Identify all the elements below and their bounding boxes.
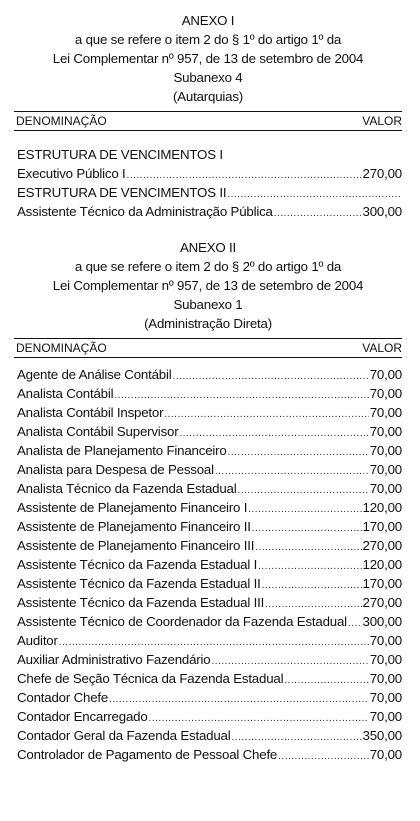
row-label: Assistente de Planejamento Financeiro I [17, 500, 248, 515]
table-row [14, 536, 402, 555]
table-row [14, 202, 402, 221]
row-label: Auditor [17, 633, 58, 648]
leader-dots [248, 500, 361, 519]
table-row [14, 164, 402, 183]
leader-dots [237, 481, 368, 500]
annex2-table-header [14, 338, 402, 358]
table-row [14, 517, 402, 536]
row-value: 70,00 [369, 424, 402, 439]
row-label: Assistente Técnico da Fazenda Estadual III [17, 595, 265, 610]
annex1-table-header [14, 111, 402, 131]
table-row [14, 593, 402, 612]
row-label: Contador Chefe [17, 690, 109, 705]
row-label: Chefe de Seção Técnica da Fazenda Estadual [17, 671, 284, 686]
row-label: Analista de Planejamento Financeiro [17, 443, 227, 458]
row-label: Assistente de Planejamento Financeiro II [17, 519, 251, 534]
table-row [14, 688, 402, 707]
table-row [14, 422, 402, 441]
row-label: ESTRUTURA DE VENCIMENTOS I [17, 147, 223, 162]
table-row [14, 441, 402, 460]
row-value: 170,00 [362, 576, 402, 591]
table-row [14, 726, 402, 745]
row-label: Analista Técnico da Fazenda Estadual [17, 481, 237, 496]
annex2-subtitle: (Administração Direta) [144, 316, 272, 331]
row-value: 70,00 [369, 709, 402, 724]
annex2-col-name: DENOMINAÇÃO [16, 341, 107, 355]
annex2-law-line: Lei Complementar nº 957, de 13 de setembro de 2004 [52, 278, 364, 293]
row-label: Assistente Técnico da Administração Pública [17, 204, 273, 219]
row-value: 70,00 [369, 690, 402, 705]
row-label: Controlador de Pagamento de Pessoal Chefe [17, 747, 278, 762]
row-label: Assistente Técnico de Coordenador da Fazenda Estadual [17, 614, 347, 629]
row-value: 70,00 [369, 405, 402, 420]
table-row [14, 612, 402, 631]
annex2-col-value: VALOR [362, 341, 402, 355]
leader-dots [215, 462, 369, 481]
leader-dots [172, 367, 368, 386]
annex2-title: ANEXO II [179, 240, 237, 255]
table-row [14, 384, 402, 403]
leader-dots [252, 519, 362, 538]
leader-dots [284, 671, 368, 690]
leader-dots [228, 443, 369, 462]
annex1-col-name: DENOMINAÇÃO [16, 114, 107, 128]
leader-dots [109, 690, 369, 709]
row-label: Assistente Técnico da Fazenda Estadual II [17, 576, 261, 591]
table-row [14, 555, 402, 574]
row-value: 300,00 [362, 614, 402, 629]
row-value: 170,00 [362, 519, 402, 534]
table-row [14, 745, 402, 764]
annex2-table-body [14, 365, 402, 764]
row-value: 70,00 [369, 367, 402, 382]
row-value: 70,00 [369, 481, 402, 496]
row-value: 70,00 [369, 633, 402, 648]
annex1-subanexo: Subanexo 4 [173, 70, 243, 85]
table-row [14, 403, 402, 422]
row-value: 120,00 [362, 557, 402, 572]
row-value: 70,00 [369, 443, 402, 458]
leader-dots [258, 557, 361, 576]
row-label: Assistente de Planejamento Financeiro III [17, 538, 255, 553]
row-value: 70,00 [369, 652, 402, 667]
annex1-header [14, 0, 402, 106]
row-value: 70,00 [369, 747, 402, 762]
row-value: 300,00 [362, 204, 402, 219]
leader-dots [262, 576, 362, 595]
leader-dots [164, 405, 368, 424]
leader-dots [274, 204, 362, 223]
table-row [14, 707, 402, 726]
annex1-table-body [14, 145, 402, 221]
table-row [14, 479, 402, 498]
leader-dots [278, 747, 369, 766]
row-label: Assistente Técnico da Fazenda Estadual I [17, 557, 258, 572]
table-row [14, 574, 402, 593]
table-row [14, 669, 402, 688]
row-value: 120,00 [362, 500, 402, 515]
table-row [14, 183, 402, 202]
row-label: Analista Contábil Supervisor [17, 424, 179, 439]
table-row [14, 650, 402, 669]
annex1-col-value: VALOR [362, 114, 402, 128]
row-label: Agente de Análise Contábil [17, 367, 172, 382]
annex1-law-line: Lei Complementar nº 957, de 13 de setembro de 2004 [52, 51, 364, 66]
row-value: 70,00 [369, 386, 402, 401]
row-value: 70,00 [369, 671, 402, 686]
row-value: 270,00 [362, 538, 402, 553]
row-value: 270,00 [362, 595, 402, 610]
table-row [14, 365, 402, 384]
annex1-reference-line: a que se refere o item 2 do § 1º do artigo 1º da [74, 32, 342, 47]
table-row [14, 145, 402, 164]
leader-dots [348, 614, 362, 633]
row-label: ESTRUTURA DE VENCIMENTOS II [17, 185, 227, 200]
row-label: Auxiliar Administrativo Fazendário [17, 652, 211, 667]
table-row [14, 460, 402, 479]
annex2-header [14, 238, 402, 333]
row-label: Analista Contábil [17, 386, 114, 401]
table-row [14, 631, 402, 650]
row-value: 350,00 [362, 728, 402, 743]
leader-dots [255, 538, 361, 557]
table-row [14, 498, 402, 517]
row-value: 70,00 [369, 462, 402, 477]
row-label: Analista Contábil Inspetor [17, 405, 164, 420]
row-label: Analista para Despesa de Pessoal [17, 462, 214, 477]
annex1-subtitle: (Autarquias) [172, 89, 244, 104]
row-label: Executivo Público I [17, 166, 126, 181]
row-label: Contador Encarregado [17, 709, 148, 724]
row-label: Contador Geral da Fazenda Estadual [17, 728, 231, 743]
row-value: 270,00 [362, 166, 402, 181]
annex2-reference-line: a que se refere o item 2 do § 2º do artigo 1º da [74, 259, 342, 274]
annex1-title: ANEXO I [181, 13, 235, 28]
annex2-subanexo: Subanexo 1 [173, 297, 243, 312]
